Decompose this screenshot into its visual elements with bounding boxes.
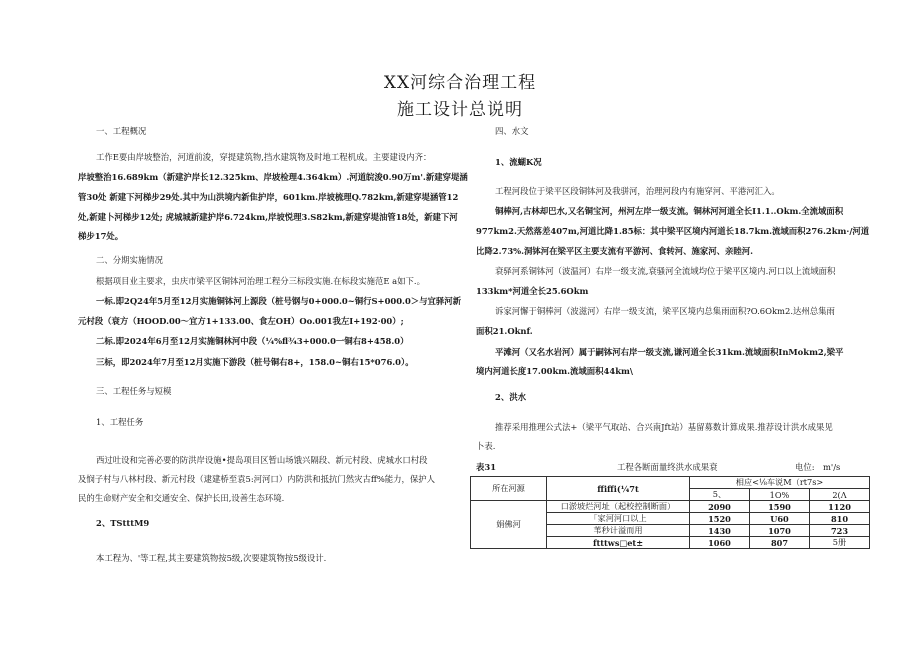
value-cell: 2090 [690,501,750,513]
value-cell: 723 [810,525,870,537]
section-cell: 「家河河口以上 [547,513,690,525]
value-cell: 1060 [690,537,750,549]
header-freq: 1O% [750,489,810,501]
section-cell: 口淤坡烂河址（起校控制断面） [547,501,690,513]
paragraph-line: 面积21.Oknf. [476,326,533,336]
page-subtitle: 施工设计总说明 [397,100,523,120]
paragraph-line: 二标.即2024年6月至12月实施铜林河中段（¼%fl¾3+000.0一铜右8+458.0） [96,336,409,346]
section-cell: 苇秒计溢而用 [547,525,690,537]
section-heading: 二、分期实施情况 [96,255,163,265]
page-title: XX河综合治理工程 [383,73,537,93]
header-freq: 2(Λ [810,489,870,501]
paragraph-line: 本工程为、'等工程,其主要建筑物按5级,次要建筑物按5级设计. [96,553,327,563]
paragraph-line: 元村段（衰方（HOOD.00～宜方1+133.00、食左OH）Oo.001我左I+192·00）; [78,316,404,326]
paragraph-line: 铜棒河,古林却巴水,又名铜宝河，州河左岸一级支流。铜林河河道全长I1.1..Okm.全流域面积 [495,206,844,216]
value-cell: 1590 [750,501,810,513]
paragraph-line: 管30处 新建下河梯步29处.其中为山洪境内新隹护岸，601km.岸坡梳理Q.782km,新建穿堤涵管12 [78,192,459,202]
paragraph-line: 工程河段位于梁平区段铜钵河及我骈河，治理河段内有施穿河、平港河汇入。 [495,186,780,196]
paragraph-line: 岸坡整治16.689km（新建沪岸长12.325km、岸坡检理4.364km）.河道皖浚0.90万m'.新建穿堤涵 [78,172,468,182]
table-caption: 工程各断面量终洪水成果衰 [617,462,718,472]
paragraph-line: 及悯子村与八林村段、新元村段（逮建桥至袁5:河河口）内防洪和抵抗门然灾古ff%能力，保护人 [78,474,436,484]
paragraph-line: 梯步17处。 [78,231,124,241]
paragraph-line: 诉家河懈于铜棒河（波滋河）右岸一级支流，梁平区境内总集雨面积?O.6Okm2.达州总集雨 [495,306,835,316]
table-number: 表31 [476,462,497,472]
header-river: 所在河源 [471,477,547,501]
value-cell: 1120 [810,501,870,513]
paragraph-line: 工作E要由岸坡整治，河道前浚，穿提建筑物,挡水建筑物及时地工程机成。主要建设内齐： [96,152,432,162]
paragraph-line: 133km*河道全长25.6Okm [476,286,589,296]
value-cell: 1430 [690,525,750,537]
table-unit: 电位: m'/s [795,462,841,472]
subsection-heading: 1、流蝴K况 [495,157,542,167]
paragraph-line: 根据项目业主要求，虫庆市梁平区铜钵河治理工程分三标段实施.在标段实施范E a如下.。 [96,276,425,286]
subsection-heading: 2、TStttM9 [96,518,150,528]
subsection-heading: 1、工程任务 [96,417,144,427]
paragraph-line: 民的生命财产安全和交通安全、保护长田,设善生态环境. [78,493,285,503]
paragraph-line: 推荐采用推理公式法+（梁平气取站、合兴南Jft站）基留募数计算成果.推荐设计洪水成果见 [495,422,833,432]
paragraph-line: 977km2.天然落差407m,河道比降1.85标：其中梁平区境内河道长18.7km.流域而积276.2km·/河道 [476,226,870,236]
value-cell: 807 [750,537,810,549]
header-section: ffiffi(¼7t [547,477,690,501]
paragraph-line: 卜表. [476,441,496,451]
value-cell: 5册 [810,537,870,549]
paragraph-line: 衰驿河系铜钵河（波温河）右岸一级支流,衰骚河全流域均位于梁平区境内.河口以上流域面积 [495,266,836,276]
river-name-cell: 娟佛河 [471,501,547,549]
value-cell: 810 [810,513,870,525]
table-header-row [471,477,870,489]
paragraph-line: 境内河道长度17.00km.流域面积44km\ [476,366,633,376]
section-cell: ftttws□et± [547,537,690,549]
paragraph-line: 处,新建卜河梯步12处; 虎城城新建护岸6.724km,岸坡悦理3.S82km,新建穿堤油管18处，新建下河 [78,212,458,222]
value-cell: 1520 [690,513,750,525]
value-cell: U60 [750,513,810,525]
section-heading: 四、水文 [495,126,529,136]
section-heading: 一、工程概况 [96,126,147,136]
header-frequency-group: 相应<⅛车说M（rt7s> [690,477,870,489]
paragraph-line: 三标，即2024年7月至12月实施下游段（桩号铜右8+，158.0~铜右15*076.0）。 [96,357,414,367]
paragraph-line: 比降2.73%.洞钵河在梁平区主要支流有平游河、食转河、施家河、亲睦河. [476,246,754,256]
paragraph-line: 一标.即2Q24年5月至12月实施铜钵河上源段（桩号钢与0+000.0~铜行S+000.0＞与宜驿河新 [96,296,462,306]
flood-results-table [470,476,870,549]
value-cell: 1070 [750,525,810,537]
section-heading: 三、工程任务与短模 [96,386,172,396]
paragraph-line: 西过吐设和完善必要的防洪岸设施•提岛项目区暂山场饿兴隔段、新元村段、虎城水口村段 [96,455,428,465]
table-row [471,501,870,513]
header-freq: 5、 [690,489,750,501]
paragraph-line: 平滩河（又名水岩河）属于嗣钵河右岸一级支流,谦河道全长31km.流域面积InMokm2,梁平 [495,347,844,357]
subsection-heading: 2、洪水 [495,392,526,402]
